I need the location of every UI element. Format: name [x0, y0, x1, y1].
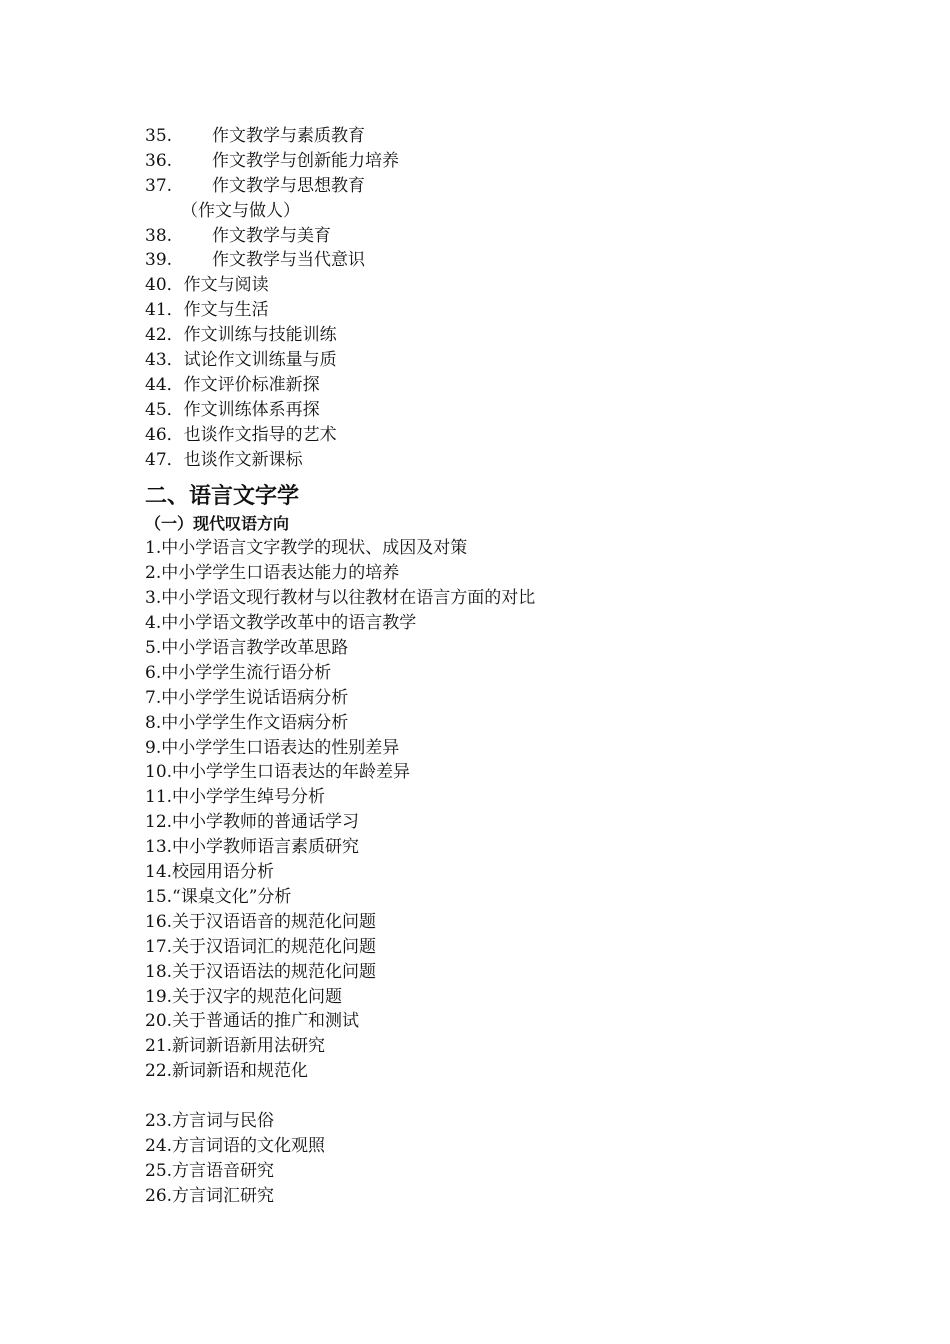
item-number: 39.	[145, 250, 173, 271]
list-item	[145, 323, 865, 348]
item-number: 41．	[145, 300, 184, 321]
list-item: 11.中小学学生绰号分析	[145, 787, 326, 808]
list-item: 20.关于普通话的推广和测试	[145, 1011, 360, 1032]
item-text: 作文教学与当代意识	[212, 250, 365, 271]
list-item: 4.中小学语文教学改革中的语言教学	[145, 613, 417, 634]
list-item	[145, 398, 865, 423]
section-subheading: （一）现代叹语方向	[145, 514, 290, 534]
item-text: 作文教学与创新能力培养	[212, 150, 399, 171]
list-item	[145, 199, 865, 224]
list-item: 19.关于汉字的规范化问题	[145, 986, 343, 1007]
item-text: 试论作文训练量与质	[183, 350, 337, 371]
list-item: 5.中小学语言教学改革思路	[145, 638, 349, 659]
list-item	[145, 273, 865, 298]
list-item	[145, 174, 865, 199]
list-item: 24.方言词语的文化观照	[145, 1135, 326, 1156]
list-item: 14.校园用语分析	[145, 862, 275, 883]
list-item: 22.新词新语和规范化	[145, 1061, 309, 1082]
list-item: 16.关于汉语语音的规范化问题	[145, 911, 377, 932]
list-item: 25.方言语音研究	[145, 1160, 275, 1181]
language-topic-list	[145, 536, 865, 1208]
list-item: 26.方言词汇研究	[145, 1185, 275, 1206]
list-item: 1.中小学语言文字教学的现状、成因及对策	[145, 538, 468, 559]
item-number: 47．	[145, 449, 184, 470]
item-number: 42．	[145, 325, 184, 346]
item-number: 46．	[145, 424, 184, 445]
list-item: 7.中小学学生说话语病分析	[145, 687, 349, 708]
item-text: 作文教学与思想教育	[212, 175, 365, 196]
list-item	[145, 149, 865, 174]
item-number: 45．	[145, 399, 184, 420]
item-number: 37.	[145, 175, 173, 196]
list-item	[145, 124, 865, 149]
item-number: 38.	[145, 225, 173, 246]
item-text: 作文训练体系再探	[183, 399, 320, 420]
list-item: 2.中小学学生口语表达能力的培养	[145, 563, 400, 584]
item-text: 作文训练与技能训练	[183, 325, 337, 346]
list-item	[145, 248, 865, 273]
list-item: 13.中小学教师语言素质研究	[145, 837, 360, 858]
list-item: 8.中小学学生作文语病分析	[145, 712, 349, 733]
item-text: 也谈作文新课标	[183, 449, 303, 470]
item-text: 作文与生活	[183, 300, 269, 321]
item-text: 作文教学与美育	[212, 225, 331, 246]
item-text: 作文与阅读	[183, 275, 269, 296]
blank-line	[145, 1084, 865, 1109]
list-item	[145, 448, 865, 473]
item-number: 40．	[145, 275, 184, 296]
list-item: 12.中小学教师的普通话学习	[145, 812, 360, 833]
list-item: 6.中小学学生流行语分析	[145, 662, 332, 683]
list-item: 21.新词新语新用法研究	[145, 1036, 326, 1057]
list-item	[145, 298, 865, 323]
list-item	[145, 348, 865, 373]
item-text: 作文教学与素质教育	[212, 126, 365, 146]
section-heading: 二、语言文字学	[145, 484, 300, 510]
list-item	[145, 224, 865, 249]
item-number: 44．	[145, 374, 184, 395]
list-item: 3.中小学语文现行教材与以往教材在语言方面的对比	[145, 588, 536, 609]
list-item: 10.中小学学生口语表达的年龄差异	[145, 762, 411, 783]
list-item: 18.关于汉语语法的规范化问题	[145, 961, 377, 982]
writing-topic-list	[145, 124, 865, 472]
list-item	[145, 373, 865, 398]
item-text: （作文与做人）	[181, 200, 300, 221]
item-number: 36.	[145, 150, 173, 171]
item-number: 43．	[145, 350, 184, 371]
document-page	[145, 124, 865, 1209]
list-item: 9.中小学学生口语表达的性别差异	[145, 737, 400, 758]
list-item: 23.方言词与民俗	[145, 1110, 275, 1131]
list-item	[145, 423, 865, 448]
list-item: 17.关于汉语词汇的规范化问题	[145, 936, 377, 957]
list-item: 15.“课桌文化”分析	[145, 886, 292, 907]
item-number: 35.	[145, 126, 173, 146]
item-text: 也谈作文指导的艺术	[183, 424, 337, 445]
item-text: 作文评价标准新探	[183, 374, 320, 395]
